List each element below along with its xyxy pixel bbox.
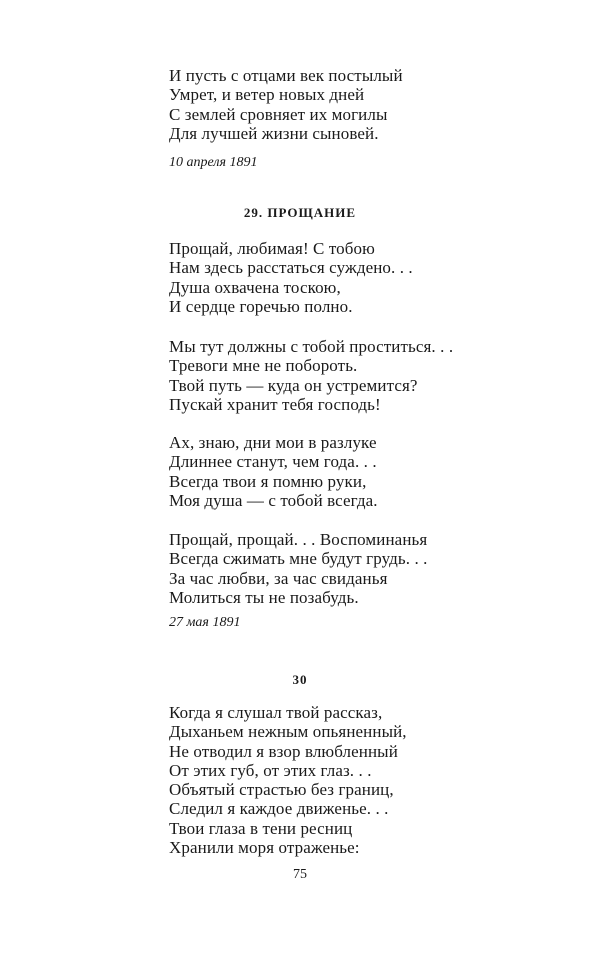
- poem-line: Дыханьем нежным опьяненный,: [169, 722, 407, 742]
- poem-line: Следил я каждое движенье. . .: [169, 799, 389, 819]
- poem-29-stanza-3: [169, 433, 529, 510]
- poem-29-stanza-1: [169, 239, 529, 316]
- poem-line: Молиться ты не позабудь.: [169, 587, 359, 607]
- poem-line: Твой путь — куда он устремится?: [169, 375, 418, 395]
- poem-line: Всегда сжимать мне будут грудь. . .: [169, 549, 428, 569]
- poem-line: Твои глаза в тени ресниц: [169, 818, 353, 838]
- poem-line: И пусть с отцами век постылый: [169, 66, 403, 85]
- poem-29-stanza-2: [169, 337, 529, 414]
- poem-line: Мы тут должны с тобой проститься. . .: [169, 337, 454, 356]
- poem-line: Хранили моря отраженье:: [169, 838, 360, 858]
- poem-line: Объятый страстью без границ,: [169, 780, 394, 800]
- poem-line: Нам здесь расстаться суждено. . .: [169, 258, 413, 278]
- poem-line: Не отводил я взор влюбленный: [169, 741, 398, 761]
- intro-date: 10 апреля 1891: [169, 155, 258, 170]
- poem-line: От этих губ, от этих глаз. . .: [169, 760, 372, 780]
- poem-line: С землей сровняет их могилы: [169, 104, 388, 124]
- poem-line: Умрет, и ветер новых дней: [169, 85, 365, 105]
- poem-line: Тревоги мне не побороть.: [169, 356, 358, 376]
- poem-30-title: 30: [292, 672, 308, 687]
- poem-line: Длиннее станут, чем года. . .: [169, 452, 377, 472]
- poem-line: Всегда твои я помню руки,: [169, 471, 367, 491]
- poem-29-stanza-4: [169, 530, 529, 607]
- poem-line: Прощай, прощай. . . Воспоминанья: [169, 530, 428, 549]
- poem-line: Моя душа — с тобой всегда.: [169, 490, 378, 510]
- poem-line: Душа охвачена тоскою,: [169, 277, 341, 297]
- poem-29-title: 29. ПРОЩАНИЕ: [243, 205, 357, 220]
- poem-line: Когда я слушал твой рассказ,: [169, 703, 383, 722]
- intro-stanza: [169, 66, 529, 143]
- poem-line: Пускай хранит тебя господь!: [169, 394, 381, 414]
- poem-line: Прощай, любимая! С тобою: [169, 239, 375, 258]
- poem-29-date: 27 мая 1891: [169, 615, 241, 630]
- page-number: 75: [293, 867, 307, 882]
- poem-30-body: [169, 703, 529, 857]
- poem-line: Для лучшей жизни сыновей.: [169, 123, 379, 143]
- poem-line: За час любви, за час свиданья: [169, 568, 388, 588]
- poem-line: И сердце горечью полно.: [169, 296, 353, 316]
- poem-line: Ах, знаю, дни мои в разлуке: [169, 433, 377, 452]
